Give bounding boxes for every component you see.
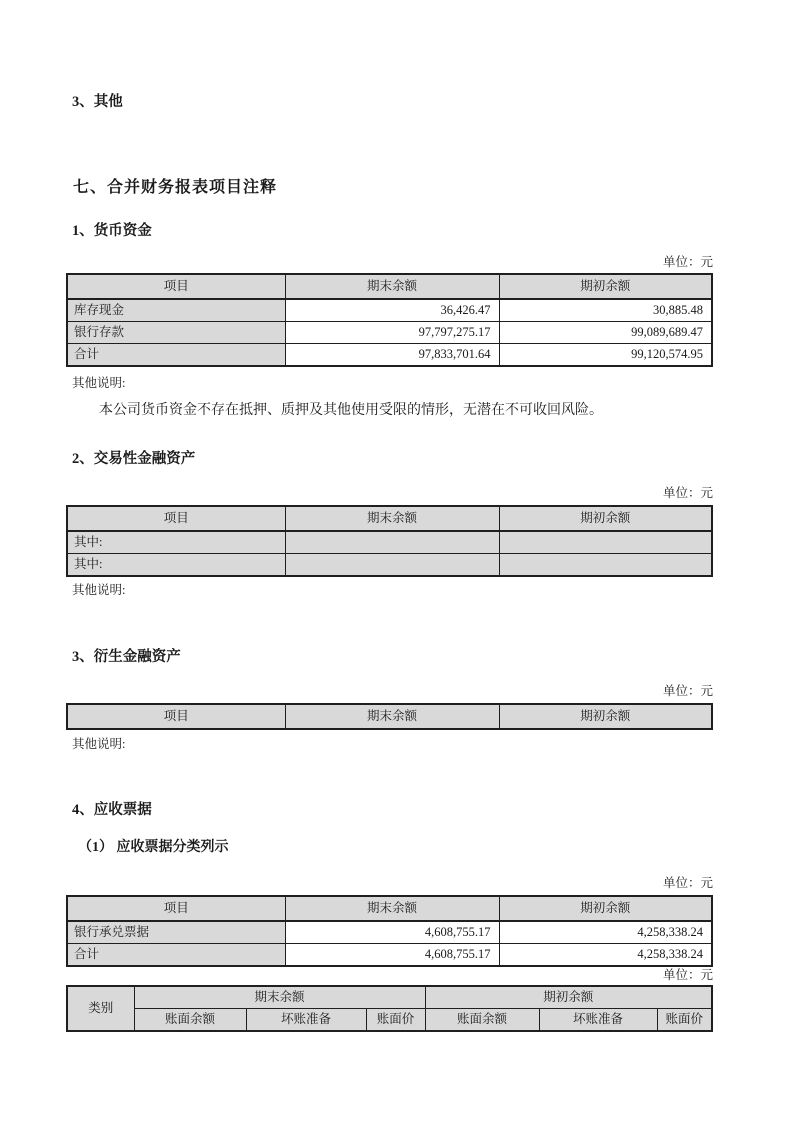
header-cell-ending-balance: 期末余额 — [285, 506, 499, 531]
row-label-cell: 合计 — [67, 944, 285, 967]
header-cell-item: 项目 — [67, 704, 285, 729]
heading-derivative-assets: 3、衍生金融资产 — [72, 649, 181, 665]
empty-value-cell — [285, 531, 499, 554]
monetary-funds-table — [66, 273, 713, 367]
heading-notes-receivable: 4、应收票据 — [72, 802, 152, 818]
header-cell-item: 项目 — [67, 896, 285, 921]
unit-label: 单位：元 — [662, 876, 713, 890]
value-cell: 4,258,338.24 — [499, 944, 712, 967]
header-cell-beginning-balance: 期初余额 — [499, 704, 712, 729]
value-cell: 4,608,755.17 — [285, 944, 499, 967]
table-row — [67, 322, 712, 344]
header-cell-book-balance: 账面余额 — [134, 1009, 246, 1032]
unit-label: 单位：元 — [662, 255, 713, 269]
monetary-note-text: 本公司货币资金不存在抵押、质押及其他使用受限的情形，无潜在不可收回风险。 — [99, 403, 603, 418]
derivative-assets-table — [66, 703, 713, 730]
unit-label: 单位：元 — [662, 684, 713, 698]
table-row — [67, 531, 712, 554]
value-cell: 36,426.47 — [285, 299, 499, 322]
row-label-cell: 其中: — [67, 531, 285, 554]
value-cell: 4,608,755.17 — [285, 921, 499, 944]
table-row — [67, 299, 712, 322]
table-group-header-row — [67, 986, 712, 1009]
value-cell: 30,885.48 — [499, 299, 712, 322]
notes-classification-table — [66, 895, 713, 967]
header-cell-book-value: 账面价 — [366, 1009, 425, 1032]
table-subheader-row — [67, 1009, 712, 1032]
empty-value-cell — [499, 531, 712, 554]
header-cell-beginning-balance: 期初余额 — [499, 896, 712, 921]
empty-value-cell — [499, 554, 712, 577]
value-cell: 99,120,574.95 — [499, 344, 712, 367]
header-cell-ending-balance-group: 期末余额 — [134, 986, 425, 1009]
unit-label: 单位：元 — [662, 486, 713, 500]
heading-monetary-funds: 1、货币资金 — [72, 223, 152, 239]
empty-value-cell — [285, 554, 499, 577]
header-cell-beginning-balance: 期初余额 — [499, 274, 712, 299]
table-row-total — [67, 344, 712, 367]
header-cell-ending-balance: 期末余额 — [285, 896, 499, 921]
table-header-row — [67, 274, 712, 299]
header-cell-beginning-balance: 期初余额 — [499, 506, 712, 531]
table-header-row — [67, 704, 712, 729]
other-notes-label: 其他说明: — [72, 737, 126, 751]
header-cell-book-balance: 账面余额 — [425, 1009, 539, 1032]
other-notes-label: 其他说明: — [72, 376, 126, 390]
heading-other: 3、其他 — [72, 94, 123, 110]
row-label-cell: 合计 — [67, 344, 285, 367]
other-notes-label: 其他说明: — [72, 583, 126, 597]
heading-consolidated-notes: 七、合并财务报表项目注释 — [73, 179, 278, 196]
row-label-cell: 银行承兑票据 — [67, 921, 285, 944]
table-header-row — [67, 896, 712, 921]
notes-receivable-category-table — [66, 985, 713, 1032]
header-cell-bad-debt-provision: 坏账准备 — [246, 1009, 366, 1032]
heading-trading-assets: 2、交易性金融资产 — [72, 451, 196, 467]
table-header-row — [67, 506, 712, 531]
value-cell: 97,833,701.64 — [285, 344, 499, 367]
header-cell-beginning-balance-group: 期初余额 — [425, 986, 712, 1009]
header-cell-category: 类别 — [67, 986, 134, 1031]
heading-notes-classification: （1） 应收票据分类列示 — [78, 840, 229, 855]
value-cell: 99,089,689.47 — [499, 322, 712, 344]
table-row-total — [67, 944, 712, 967]
row-label-cell: 库存现金 — [67, 299, 285, 322]
header-cell-ending-balance: 期末余额 — [285, 704, 499, 729]
header-cell-bad-debt-provision: 坏账准备 — [539, 1009, 657, 1032]
unit-label: 单位：元 — [662, 968, 713, 982]
value-cell: 97,797,275.17 — [285, 322, 499, 344]
table-row — [67, 921, 712, 944]
table-row — [67, 554, 712, 577]
header-cell-item: 项目 — [67, 274, 285, 299]
header-cell-ending-balance: 期末余额 — [285, 274, 499, 299]
row-label-cell: 其中: — [67, 554, 285, 577]
trading-assets-table — [66, 505, 713, 577]
header-cell-item: 项目 — [67, 506, 285, 531]
row-label-cell: 银行存款 — [67, 322, 285, 344]
header-cell-book-value: 账面价 — [657, 1009, 712, 1032]
value-cell: 4,258,338.24 — [499, 921, 712, 944]
